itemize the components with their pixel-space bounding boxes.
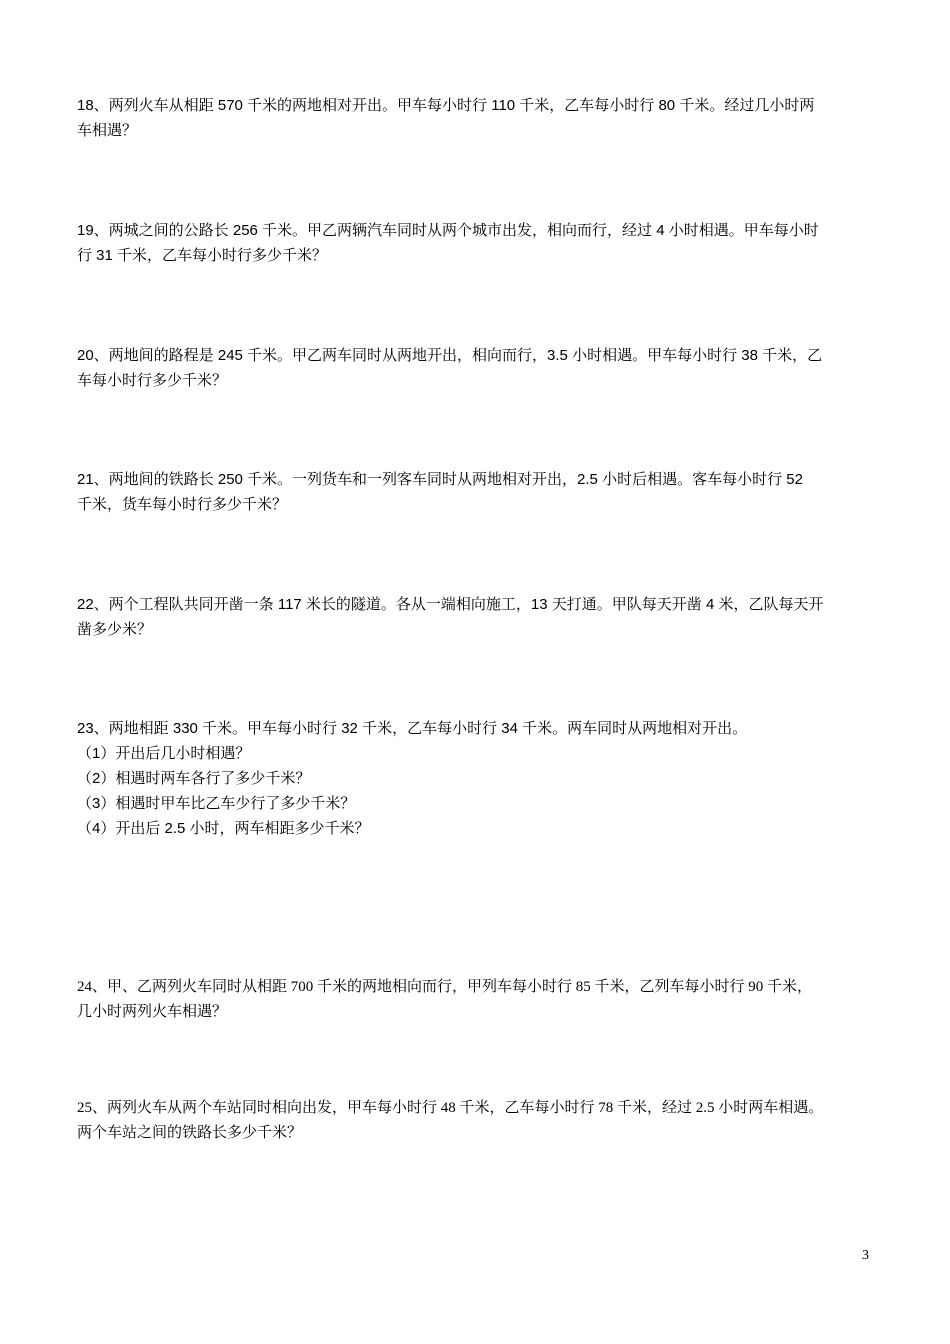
sub-question: （1）开出后几小时相遇？ — [77, 745, 251, 762]
problem-text-line: 21、两地间的铁路长 250 千米。一列货车和一列客车同时从两地相对开出，2.5 小时后相遇。客车每小时行 52 — [77, 471, 803, 488]
problem-18 — [77, 93, 877, 143]
problem-text-line: 18、两列火车从相距 570 千米的两地相对开出。甲车每小时行 110 千米，乙车每小时行 80 千米。经过几小时两 — [77, 97, 815, 114]
problem-text-line: 凿多少米？ — [77, 621, 153, 638]
problem-text-line: 行 31 千米，乙车每小时行多少千米？ — [77, 247, 328, 264]
problem-text-line: 车相遇？ — [77, 122, 138, 139]
problem-22 — [77, 592, 877, 642]
page-number: 3 — [862, 1248, 869, 1263]
problem-23 — [77, 716, 877, 841]
sub-question: （4）开出后 2.5 小时，两车相距多少千米？ — [77, 820, 370, 837]
problem-20 — [77, 343, 877, 393]
problem-text-line: 24、甲、乙两列火车同时从相距 700 千米的两地相向而行，甲列车每小时行 85 千米，乙列车每小时行 90 千米， — [77, 979, 813, 995]
problem-24 — [77, 975, 877, 1025]
problem-21 — [77, 467, 877, 517]
problem-text-line: 两个车站之间的铁路长多少千米？ — [77, 1125, 303, 1141]
problem-text-line: 几小时两列火车相遇？ — [77, 1004, 228, 1020]
problem-text-line: 车每小时行多少千米？ — [77, 372, 228, 389]
problem-text-line: 20、两地间的路程是 245 千米。甲乙两车同时从两地开出，相向而行，3.5 小时相遇。甲车每小时行 38 千米，乙 — [77, 347, 823, 364]
problem-text-line: 19、两城之间的公路长 256 千米。甲乙两辆汽车同时从两个城市出发，相向而行，经过 4 小时相遇。甲车每小时 — [77, 222, 819, 239]
problem-text-line: 千米，货车每小时行多少千米？ — [77, 496, 288, 513]
sub-question: （2）相遇时两车各行了多少千米？ — [77, 770, 311, 787]
problem-25 — [77, 1096, 877, 1146]
problem-19 — [77, 218, 877, 268]
problem-text-line: 23、两地相距 330 千米。甲车每小时行 32 千米，乙车每小时行 34 千米。两车同时从两地相对开出。 — [77, 720, 748, 737]
problem-text-line: 22、两个工程队共同开凿一条 117 米长的隧道。各从一端相向施工，13 天打通。甲队每天开凿 4 米，乙队每天开 — [77, 596, 824, 613]
sub-question: （3）相遇时甲车比乙车少行了多少千米？ — [77, 795, 356, 812]
problem-text-line: 25、两列火车从两个车站同时相向出发，甲车每小时行 48 千米，乙车每小时行 78 千米，经过 2.5 小时两车相遇。 — [77, 1100, 824, 1116]
